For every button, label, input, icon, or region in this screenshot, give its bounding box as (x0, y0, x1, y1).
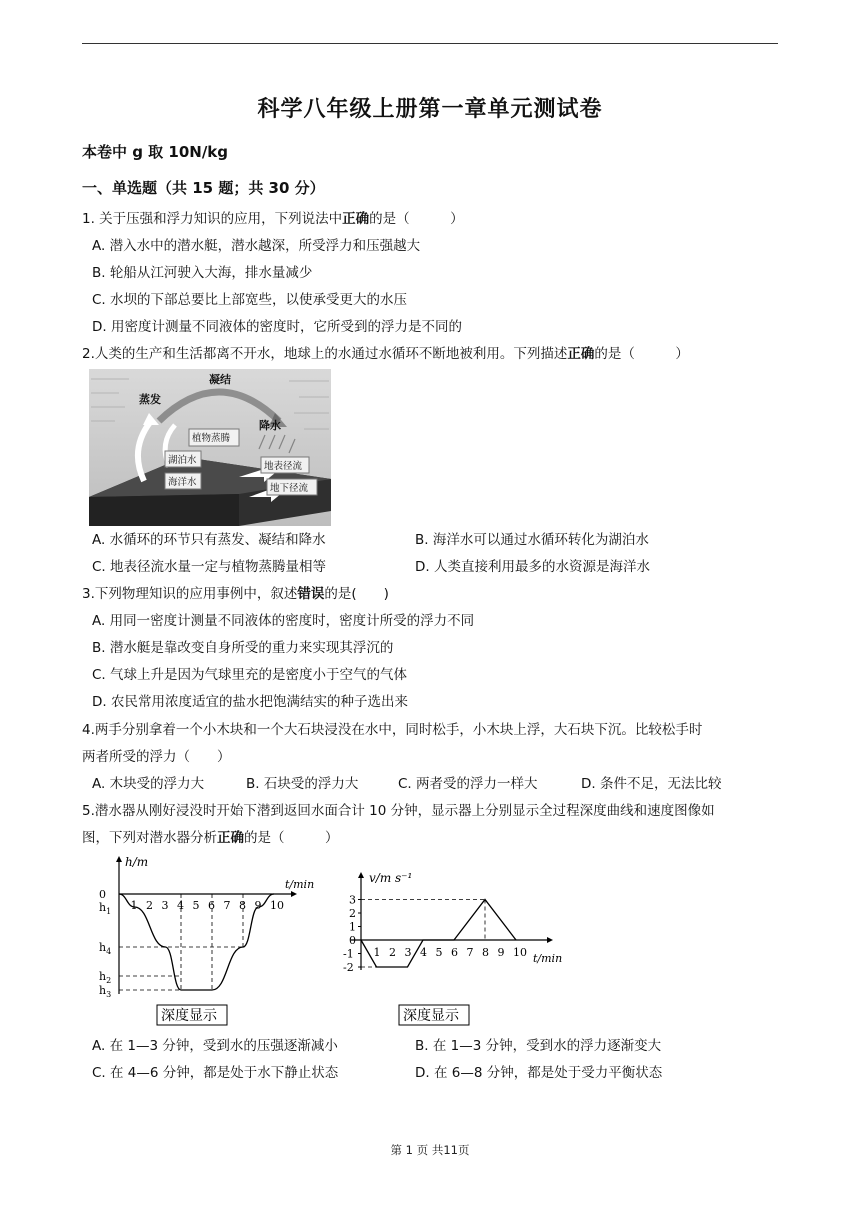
label-dixia: 地下径流 (270, 483, 309, 494)
vel-x-tick-1: 1 (373, 946, 381, 959)
vel-caption: 深度显示 (403, 1008, 459, 1024)
vel-x-label: t/min (533, 952, 563, 965)
q5-option-c: C. 在 4—6 分钟，都是处于水下静止状态 (92, 1065, 339, 1081)
q4-stem-line2: 两者所受的浮力（ ） (82, 749, 231, 765)
water-cycle-figure (89, 369, 331, 526)
q1-stem: 1. 关于压强和浮力知识的应用，下列说法中正确的是（ ） (82, 211, 464, 227)
vel-x-tick-4: 4 (420, 946, 427, 959)
depth-y-tick-h4: $h_4$ (99, 941, 112, 956)
q5-option-a: A. 在 1—3 分钟，受到水的压强逐渐减小 (92, 1038, 338, 1054)
q4-option-b: B. 石块受的浮力大 (246, 776, 359, 792)
q3-option-c: C. 气球上升是因为气球里充的是密度小于空气的气体 (92, 667, 408, 683)
vel-x-tick-7: 7 (466, 946, 474, 959)
vel-y-tick-1: 1 (349, 920, 356, 934)
q1-option-a: A. 潜入水中的潜水艇，潜水越深，所受浮力和压强越大 (92, 238, 421, 254)
depth-y-tick-h3: $h_3$ (99, 984, 112, 999)
vel-y-label: v/m s⁻¹ (369, 871, 413, 885)
q5-option-d: D. 在 6—8 分钟，都是处于受力平衡状态 (415, 1065, 663, 1081)
vel-y-arrow (358, 872, 364, 878)
vel-x-tick-3: 3 (404, 946, 412, 959)
depth-x-tick-3: 3 (161, 899, 169, 912)
depth-y-tick-0: 0 (99, 888, 106, 901)
header-rule (82, 43, 778, 44)
label-haiyang: 海洋水 (168, 477, 197, 488)
q2-option-c: C. 地表径流水量一定与植物蒸腾量相等 (92, 559, 327, 575)
label-ningjie: 凝结 (209, 373, 231, 386)
vel-x-tick-8: 8 (482, 946, 489, 959)
q1-option-d: D. 用密度计测量不同液体的密度时，它所受到的浮力是不同的 (92, 319, 462, 335)
q5-stem-line1: 5.潜水器从刚好浸没时开始下潜到返回水面合计 10 分钟，显示器上分别显示全过程深度曲线和速度图像如 (82, 803, 715, 819)
vel-y-tick-2: 2 (349, 907, 356, 920)
depth-caption: 深度显示 (161, 1008, 217, 1024)
page-footer: 第 1 页 共11页 (390, 1143, 470, 1157)
depth-x-tick-1: 1 (130, 899, 138, 912)
depth-x-arrow (291, 891, 297, 897)
depth-x-tick-9: 9 (254, 899, 262, 912)
q3-option-b: B. 潜水艇是靠改变自身所受的重力来实现其浮沉的 (92, 640, 394, 656)
depth-y-tick-h2: $h_2$ (99, 970, 112, 985)
vel-x-tick-2: 2 (389, 946, 396, 959)
q5-option-b: B. 在 1—3 分钟，受到水的浮力逐渐变大 (415, 1038, 662, 1054)
q2-stem: 2.人类的生产和生活都离不开水，地球上的水通过水循环不断地被利用。下列描述正确的是（ ） (82, 346, 689, 362)
q5-stem-line2: 图，下列对潜水器分析正确的是（ ） (82, 830, 339, 846)
label-zhiwu: 植物蒸腾 (192, 433, 231, 444)
depth-x-tick-2: 2 (146, 899, 153, 912)
q4-option-c: C. 两者受的浮力一样大 (398, 776, 538, 792)
q2-option-d: D. 人类直接利用最多的水资源是海洋水 (415, 559, 650, 575)
q3-option-a: A. 用同一密度计测量不同液体的密度时，密度计所受的浮力不同 (92, 613, 475, 629)
velocity-chart (337, 866, 577, 1026)
label-jiangshui: 降水 (259, 419, 281, 432)
depth-x-tick-4: 4 (177, 899, 184, 912)
depth-y-arrow (116, 856, 122, 862)
q1-option-b: B. 轮船从江河驶入大海，排水量减少 (92, 265, 313, 281)
label-zhengfa: 蒸发 (139, 393, 161, 406)
depth-y-label: h/m (125, 855, 149, 869)
vel-x-tick-6: 6 (451, 946, 458, 959)
vel-x-tick-5: 5 (435, 946, 443, 959)
depth-x-label: t/min (285, 878, 315, 891)
depth-x-tick-6: 6 (208, 899, 215, 912)
vel-y-tick--1: -1 (343, 947, 354, 961)
q3-stem: 3.下列物理知识的应用事例中，叙述错误的是( ) (82, 586, 389, 602)
q4-option-a: A. 木块受的浮力大 (92, 776, 205, 792)
label-dibiao: 地表径流 (264, 461, 303, 472)
depth-x-tick-5: 5 (192, 899, 200, 912)
depth-x-tick-7: 7 (223, 899, 231, 912)
q2-option-b: B. 海洋水可以通过水循环转化为湖泊水 (415, 532, 649, 548)
vel-y-tick-0: 0 (349, 934, 356, 947)
section-heading: 一、单选题（共 15 题；共 30 分） (82, 179, 325, 197)
vel-y-tick-3: 3 (349, 893, 356, 907)
page-title: 科学八年级上册第一章单元测试卷 (257, 97, 603, 122)
q4-option-d: D. 条件不足，无法比较 (581, 776, 722, 792)
q2-option-a: A. 水循环的环节只有蒸发、凝结和降水 (92, 532, 326, 548)
label-hubo: 湖泊水 (168, 455, 197, 466)
depth-x-tick-10: 10 (270, 899, 284, 912)
vel-x-tick-10: 10 (513, 946, 527, 959)
vel-y-tick--2: -2 (343, 961, 354, 974)
exam-note: 本卷中 g 取 10N/kg (82, 143, 229, 161)
q1-option-c: C. 水坝的下部总要比上部宽些，以使承受更大的水压 (92, 292, 408, 308)
depth-chart (95, 852, 335, 1030)
q3-option-d: D. 农民常用浓度适宜的盐水把饱满结实的种子选出来 (92, 694, 408, 710)
vel-x-arrow (547, 937, 553, 943)
vel-x-tick-9: 9 (497, 946, 505, 959)
depth-y-tick-h1: $h_1$ (99, 901, 112, 916)
q4-stem-line1: 4.两手分别拿着一个小木块和一个大石块浸没在水中，同时松手，小木块上浮，大石块下沉。比较松手时 (82, 722, 703, 738)
depth-x-tick-8: 8 (239, 899, 246, 912)
